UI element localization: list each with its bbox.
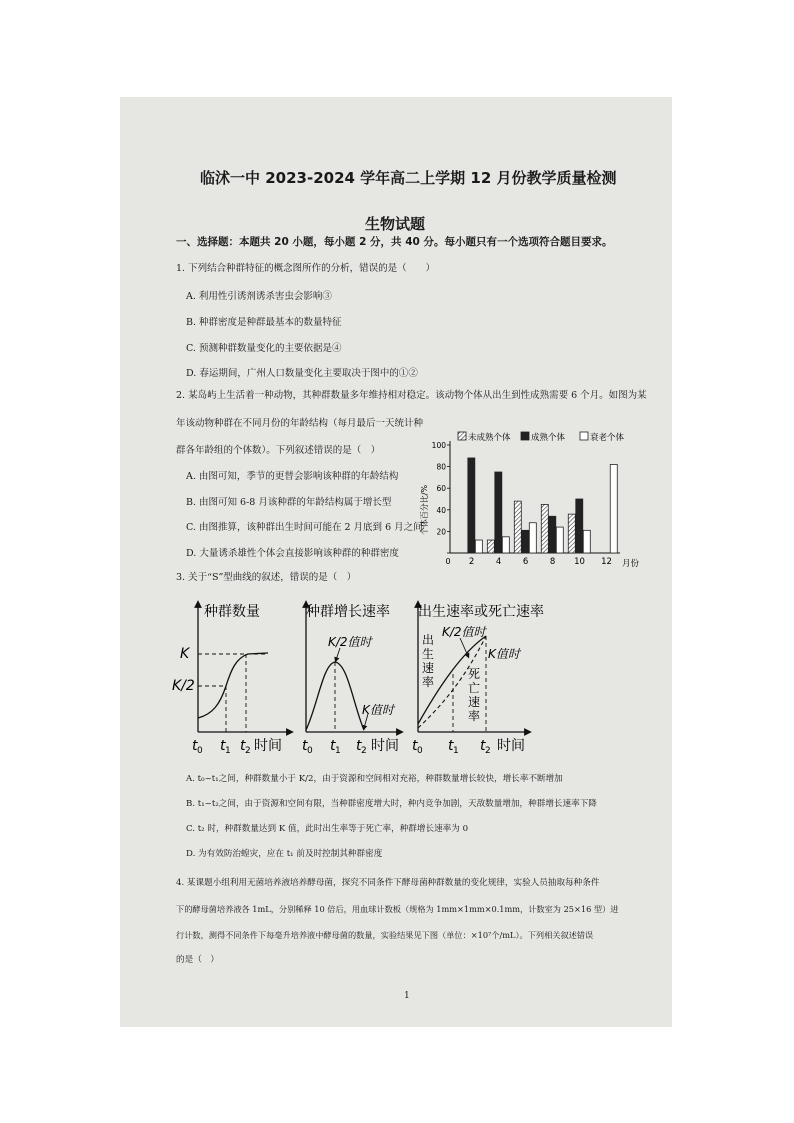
fig2-ylabel: 种群增长速率 — [306, 604, 390, 620]
x-tick-label: 10 — [574, 557, 585, 567]
s-curve-figures — [168, 592, 548, 760]
y-axis-title: 个体百分比/% — [420, 484, 429, 536]
fig2-t0: t — [302, 738, 308, 754]
svg-text:2: 2 — [485, 746, 491, 756]
q2-stem-line1: 2. 某岛屿上生活着一种动物，其种群数量多年维持相对稳定。该动物个体从出生到性成熟需要 6 个月。如图为某 — [176, 390, 647, 401]
q1-option-a: A. 利用性引诱剂诱杀害虫会影响③ — [186, 291, 332, 302]
x-tick-label: 12 — [601, 557, 612, 567]
age-structure-bar-chart — [420, 425, 640, 573]
x-tick-label: 8 — [549, 557, 556, 567]
x-tick-label: 4 — [495, 557, 502, 567]
x-tick-label: 2 — [468, 557, 475, 567]
fig2-k2-note: K/2值时 — [328, 635, 372, 649]
s-curve — [198, 653, 268, 718]
svg-text:速: 速 — [422, 661, 435, 675]
x-origin-label: 0 — [445, 557, 451, 566]
fig3-ylabel: 出生速率或死亡速率 — [418, 604, 544, 620]
fig3-k-note: K值时 — [488, 647, 520, 661]
legend-aged: 衰老个体 — [590, 433, 625, 443]
bar-aged — [583, 530, 590, 553]
fig3-t1: t — [448, 738, 454, 754]
fig1-k-label: K — [180, 646, 190, 662]
bar-mature — [495, 472, 502, 553]
exam-subtitle: 生物试题 — [365, 215, 426, 233]
bar-immature — [541, 504, 548, 553]
svg-text:1: 1 — [225, 746, 231, 756]
page-number: 1 — [404, 991, 410, 1001]
fig2-t1: t — [330, 738, 336, 754]
birth-rate-label — [422, 632, 434, 689]
y-tick-label: 80 — [436, 462, 446, 472]
bar-immature — [568, 514, 575, 553]
q4-line1: 4. 某课题小组利用无菌培养液培养酵母菌，探究不同条件下酵母菌种群数量的变化规律，实验人员抽取每种条件 — [176, 878, 600, 888]
legend-mature: 成熟个体 — [531, 433, 566, 443]
bar-mature — [549, 516, 556, 553]
bar-mature — [522, 530, 529, 553]
fig3-t2: t — [480, 738, 486, 754]
legend-swatch-immature — [458, 432, 466, 440]
q2-option-c: C. 由图推算，该种群出生时间可能在 2 月底到 6 月之间 — [186, 522, 423, 533]
fig1-t0: t — [192, 738, 198, 754]
bar-mature — [576, 499, 583, 553]
birth-death-rate-figure — [412, 603, 544, 756]
svg-text:出: 出 — [422, 633, 435, 647]
q4-line3: 行计数，测得不同条件下每毫升培养液中酵母菌的数量，实验结果见下图（单位：×10⁷个/mL）。下列相关叙述错误 — [176, 930, 594, 940]
fig2-t2: t — [356, 738, 362, 754]
bar-mature — [468, 458, 475, 553]
bar-aged — [610, 464, 617, 553]
q1-option-c: C. 预测种群数量变化的主要依据是④ — [186, 343, 342, 354]
growth-rate-figure — [302, 603, 400, 756]
fig3-xlabel: 时间 — [497, 738, 525, 754]
exam-title: 临沭一中 2023-2024 学年高二上学期 12 月份教学质量检测 — [200, 169, 617, 187]
q3-option-d: D. 为有效防治蝗灾，应在 t₁ 前及时控制其种群密度 — [186, 849, 383, 859]
q4-line2: 下的酵母菌培养液各 1mL，分别稀释 10 倍后，用血球计数板（规格为 1mm×1mm×0.1mm，计数室为 25×16 型）进 — [176, 904, 619, 914]
q4-line4: 的是（ ） — [176, 955, 219, 965]
q2-option-d: D. 大量诱杀雄性个体会直接影响该种群的种群密度 — [186, 548, 399, 559]
svg-text:死: 死 — [468, 667, 481, 681]
y-tick-label: 40 — [436, 505, 446, 515]
bar-immature — [514, 501, 521, 553]
death-rate-label — [468, 667, 480, 723]
svg-text:率: 率 — [468, 709, 481, 723]
fig1-ylabel: 种群数量 — [204, 604, 260, 620]
q3-stem: 3. 关于“S”型曲线的叙述，错误的是（ ） — [176, 572, 357, 583]
y-tick-label: 100 — [431, 441, 446, 450]
svg-text:速: 速 — [468, 695, 481, 709]
y-tick-label: 60 — [436, 484, 446, 494]
fig1-xlabel: 时间 — [254, 738, 282, 754]
x-axis-title: 月份 — [622, 559, 640, 569]
population-size-figure — [172, 603, 290, 756]
q3-option-c: C. t₂ 时，种群数量达到 K 值，此时出生率等于死亡率，种群增长速率为 0 — [186, 824, 469, 834]
bar-aged — [475, 540, 482, 553]
svg-text:2: 2 — [245, 746, 251, 756]
y-tick-label: 20 — [436, 527, 446, 537]
fig1-t1: t — [220, 738, 226, 754]
fig1-k2-label: K/2 — [172, 678, 195, 694]
bar-immature — [487, 540, 494, 553]
svg-text:率: 率 — [422, 675, 435, 689]
bar-aged — [556, 527, 563, 553]
svg-text:0: 0 — [197, 746, 203, 756]
q2-stem-line2: 年该动物种群在不同月份的年龄结构（每月最后一天统计种 — [176, 418, 424, 429]
bar-aged — [502, 537, 509, 553]
fig2-k-note: K值时 — [362, 703, 394, 717]
svg-text:0: 0 — [417, 746, 423, 756]
q2-stem-line3: 群各年龄组的个体数）。下列叙述错误的是（ ） — [176, 445, 381, 456]
svg-text:1: 1 — [453, 746, 459, 756]
fig2-xlabel: 时间 — [371, 738, 399, 754]
q2-option-b: B. 由图可知 6-8 月该种群的年龄结构属于增长型 — [186, 497, 392, 508]
legend-swatch-mature — [521, 432, 529, 440]
q3-option-b: B. t₁~t₂之间，由于资源和空间有限，当种群密度增大时，种内竞争加剧，天敌数量增加，种群增长速率下降 — [186, 799, 597, 809]
x-tick-label: 6 — [522, 557, 529, 567]
svg-text:1: 1 — [335, 746, 341, 756]
svg-text:2: 2 — [361, 746, 367, 756]
fig3-t0: t — [412, 738, 418, 754]
legend-immature: 未成熟个体 — [468, 433, 511, 443]
fig3-k2-note: K/2值时 — [442, 625, 486, 639]
q1-option-b: B. 种群密度是种群最基本的数量特征 — [186, 317, 342, 328]
fig1-t2: t — [240, 738, 246, 754]
svg-text:0: 0 — [307, 746, 313, 756]
section-heading: 一、选择题：本题共 20 小题，每小题 2 分，共 40 分。每小题只有一个选项符合题目要求。 — [176, 236, 613, 248]
svg-text:亡: 亡 — [468, 681, 481, 695]
q1-option-d: D. 春运期间，广州人口数量变化主要取决于图中的①② — [186, 368, 418, 379]
svg-text:生: 生 — [422, 647, 435, 661]
bar-aged — [529, 523, 536, 553]
q1-stem: 1. 下列结合种群特征的概念图所作的分析，错误的是（ ） — [176, 263, 436, 274]
q2-option-a: A. 由图可知，季节的更替会影响该种群的年龄结构 — [186, 471, 399, 482]
q3-option-a: A. t₀~t₁之间，种群数量小于 K/2，由于资源和空间相对充裕，种群数量增长较快，增长率不断增加 — [186, 774, 563, 784]
legend-swatch-aged — [580, 432, 588, 440]
